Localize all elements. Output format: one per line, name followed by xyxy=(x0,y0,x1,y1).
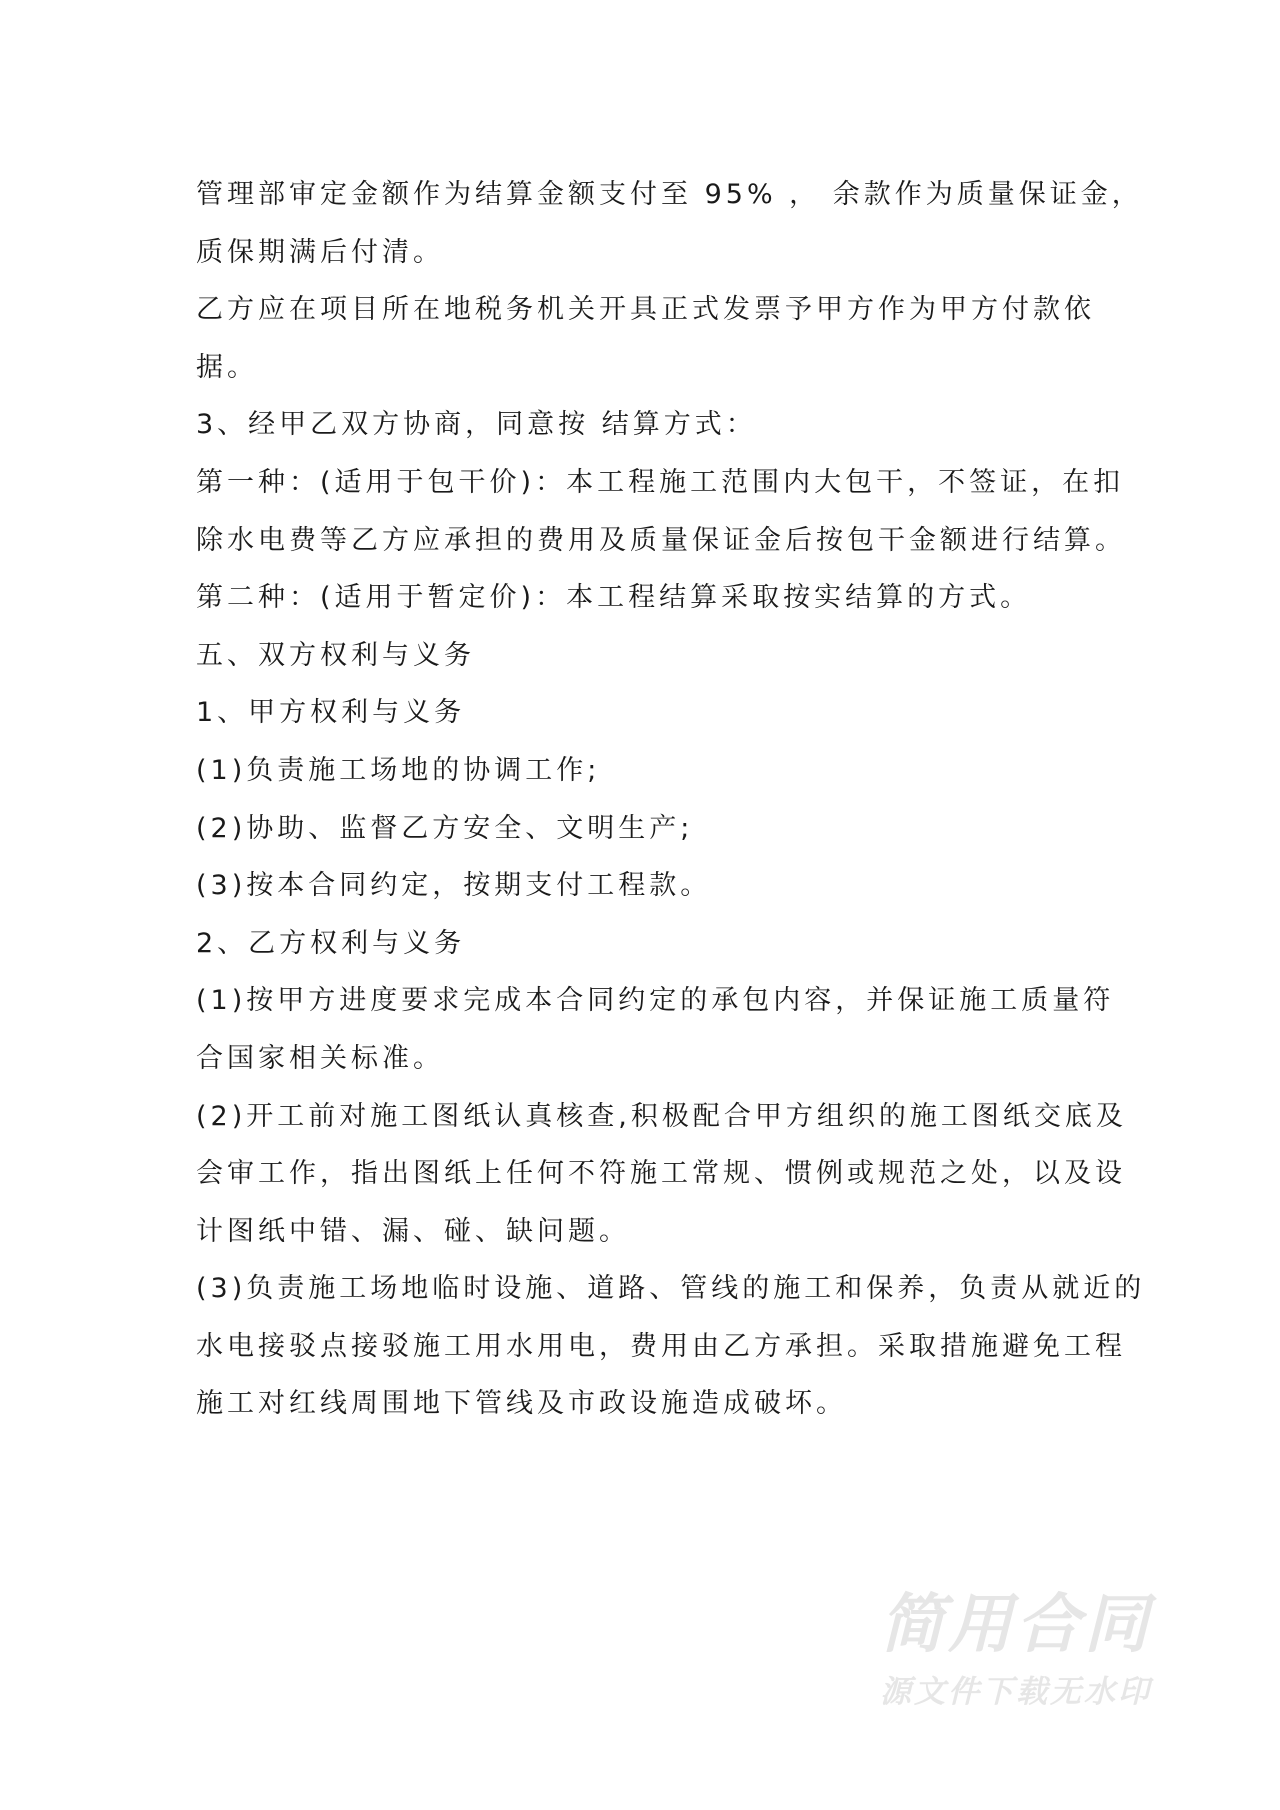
list-item: (3)负责施工场地临时设施、道路、管线的施工和保养，负责从就近的 xyxy=(196,1273,1146,1305)
subsection-heading: 2、乙方权利与义务 xyxy=(196,927,466,959)
text-line: 据。 xyxy=(196,351,258,383)
list-item: (2)开工前对施工图纸认真核查,积极配合甲方组织的施工图纸交底及 xyxy=(196,1100,1127,1132)
text-line: 施工对红线周围地下管线及市政设施造成破坏。 xyxy=(196,1388,847,1420)
text-line: 管理部审定金额作为结算金额支付至 95% ， 余款作为质量保证金， xyxy=(196,179,1143,210)
text-line: 会审工作，指出图纸上任何不符施工常规、惯例或规范之处，以及设 xyxy=(196,1158,1126,1190)
text-line: 第一种：(适用于包干价)：本工程施工范围内大包干，不签证，在扣 xyxy=(196,466,1125,498)
text-line: 乙方应在项目所在地税务机关开具正式发票予甲方作为甲方付款依 xyxy=(196,294,1095,326)
list-item: (3)按本合同约定，按期支付工程款。 xyxy=(196,870,712,902)
text-line: 第二种：(适用于暂定价)：本工程结算采取按实结算的方式。 xyxy=(196,582,1032,614)
text-line: 计图纸中错、漏、碰、缺问题。 xyxy=(196,1215,630,1247)
section-heading: 五、双方权利与义务 xyxy=(196,639,475,671)
text-line: 合国家相关标准。 xyxy=(196,1042,444,1074)
watermark-subtitle: 源文件下载无水印 xyxy=(880,1674,1152,1710)
watermark-title: 简用合同 xyxy=(880,1588,1152,1662)
list-item: (1)负责施工场地的协调工作; xyxy=(196,754,601,786)
text-line: 除水电费等乙方应承担的费用及质量保证金后按包干金额进行结算。 xyxy=(196,524,1126,556)
document-body xyxy=(196,166,1146,1433)
watermark xyxy=(880,1590,1210,1714)
list-item: (2)协助、监督乙方安全、文明生产; xyxy=(196,812,694,844)
list-item: (1)按甲方进度要求完成本合同约定的承包内容，并保证施工质量符 xyxy=(196,985,1115,1017)
text-line: 水电接驳点接驳施工用水用电，费用由乙方承担。采取措施避免工程 xyxy=(196,1330,1126,1362)
text-line: 质保期满后付清。 xyxy=(196,236,444,268)
subsection-heading: 1、甲方权利与义务 xyxy=(196,697,466,729)
section-heading: 3、经甲乙双方协商，同意按 结算方式： xyxy=(196,409,757,441)
